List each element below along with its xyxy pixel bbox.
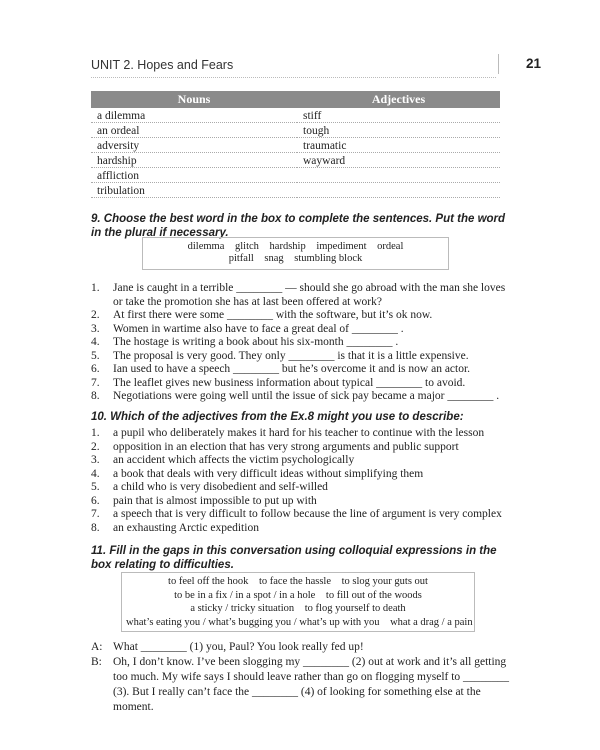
item-number: 7.: [91, 376, 100, 389]
ex11-instruction: 11. Fill in the gaps in this conversation using colloquial expressions in the box relating to difficulties.: [91, 545, 497, 571]
table-row: [91, 168, 500, 183]
expression-item: to face the hassle: [258, 576, 331, 587]
word-item: pitfall: [228, 253, 254, 264]
item-text: an accident which affects the victim psychologically: [113, 454, 355, 466]
expression-item: to be in a fix / in a spot / in a hole: [174, 589, 316, 601]
item-number: 8.: [91, 521, 100, 534]
word-item: stumbling block: [294, 253, 363, 264]
item-number: 4.: [91, 467, 100, 480]
speaker-label: B:: [91, 656, 102, 668]
word-item: hardship: [269, 241, 306, 252]
item-number: 3.: [91, 322, 100, 335]
item-number: 3.: [91, 454, 100, 466]
list-item: [91, 350, 511, 364]
list-item: [91, 495, 511, 509]
word-item: glitch: [234, 241, 259, 252]
word-box-line: [143, 241, 448, 252]
expression-box-line: [122, 602, 474, 616]
item-text: Negotiations were going well until the issue of sick pay became a major ________ .: [113, 390, 500, 402]
expression-item: to slog your guts out: [341, 576, 428, 587]
page-header: [91, 58, 541, 80]
item-number: 1.: [91, 282, 100, 294]
list-item: [91, 377, 511, 391]
item-text: a pupil who deliberately makes it hard for his teacher to continue with the lesson: [113, 427, 485, 439]
vocab-table: [91, 91, 500, 198]
noun-cell: affliction: [91, 168, 297, 183]
dialogue-text: Oh, I don’t know. I’ve been slogging my ________ (2) out at work and it’s all getting too much. My wife says I should leave rather than go on flogging myself to ________ (3). But I really can’t face the ________ (4) of looking for something else at the moment.: [113, 656, 510, 713]
list-item: [91, 309, 511, 323]
list-item: [91, 390, 511, 404]
list-item: [91, 468, 511, 482]
noun-cell: a dilemma: [91, 108, 297, 123]
dialogue-line: [91, 655, 511, 715]
ex9-instruction: 9. Choose the best word in the box to complete the sentences. Put the word in the plural if necessary.: [91, 213, 506, 239]
expression-item: what’s eating you / what’s bugging you / what’s up with you: [126, 616, 380, 628]
header-divider: [498, 54, 499, 74]
ex10-instruction: 10. Which of the adjectives from the Ex.8 might you use to describe:: [91, 411, 464, 423]
list-item: [91, 282, 511, 309]
word-item: dilemma: [187, 241, 225, 252]
word-box-line: [143, 253, 448, 264]
unit-title: UNIT 2. Hopes and Fears: [91, 58, 234, 72]
table-row: [91, 123, 500, 138]
table-row: [91, 183, 500, 198]
list-item: [91, 427, 511, 441]
list-item: [91, 323, 511, 337]
table-row: [91, 108, 500, 123]
item-text: Ian used to have a speech ________ but he’s overcome it and is now an actor.: [113, 363, 471, 375]
ex11-expression-box: [121, 572, 475, 632]
adjective-cell: traumatic: [297, 138, 500, 153]
item-number: 7.: [91, 508, 100, 520]
dialogue-text: What ________ (1) you, Paul? You look really fed up!: [113, 641, 364, 653]
noun-cell: hardship: [91, 153, 297, 168]
expression-item: a sticky / tricky situation: [190, 603, 295, 614]
noun-cell: adversity: [91, 138, 297, 153]
item-text: pain that is almost impossible to put up with: [113, 494, 317, 507]
ex9-list: [91, 282, 511, 404]
item-text: a child who is very disobedient and self-willed: [113, 481, 328, 493]
ex9-word-box: [142, 237, 449, 270]
list-item: [91, 508, 511, 522]
table-row: [91, 138, 500, 153]
adjectives-header: Adjectives: [297, 91, 500, 108]
item-number: 2.: [91, 309, 100, 321]
list-item: [91, 481, 511, 495]
expression-box-line: [122, 616, 474, 630]
item-text: The hostage is writing a book about his six-month ________ .: [113, 336, 399, 348]
list-item: [91, 454, 511, 468]
expression-item: to feel off the hook: [168, 576, 249, 587]
item-text: Women in wartime also have to face a great deal of ________ .: [113, 322, 404, 335]
adjective-cell: [297, 168, 500, 183]
item-text: At first there were some ________ with the software, but it’s ok now.: [113, 309, 433, 321]
item-number: 4.: [91, 336, 100, 348]
word-item: ordeal: [377, 241, 404, 252]
expression-item: what a drag / a pain: [390, 616, 473, 628]
expression-box-line: [122, 589, 474, 603]
word-item: snag: [264, 253, 284, 264]
ex11-dialogue: [91, 640, 511, 715]
item-text: a speech that is very difficult to follow because the line of argument is very complex: [113, 508, 502, 520]
item-text: opposition in an election that has very strong arguments and public support: [113, 440, 459, 453]
noun-cell: tribulation: [91, 183, 297, 198]
item-number: 2.: [91, 440, 100, 453]
item-number: 6.: [91, 494, 100, 507]
adjective-cell: [297, 183, 500, 198]
item-text: The leaflet gives new business information about typical ________ to avoid.: [113, 376, 466, 389]
dialogue-line: [91, 640, 511, 655]
item-number: 8.: [91, 390, 100, 402]
item-number: 1.: [91, 427, 100, 439]
adjective-cell: stiff: [297, 108, 500, 123]
item-number: 5.: [91, 481, 100, 493]
item-number: 6.: [91, 363, 100, 375]
list-item: [91, 522, 511, 536]
expression-box-line: [122, 575, 474, 589]
item-text: an exhausting Arctic expedition: [113, 521, 259, 534]
word-item: impediment: [316, 241, 367, 252]
header-rule: [91, 77, 496, 78]
list-item: [91, 363, 511, 377]
vocab-header-row: [91, 91, 500, 108]
item-number: 5.: [91, 349, 100, 362]
table-row: [91, 153, 500, 168]
item-text: Jane is caught in a terrible ________ — should she go abroad with the man she loves or take the promotion she has at last been offered at work?: [113, 282, 506, 308]
item-text: a book that deals with very difficult ideas without simplifying them: [113, 467, 424, 480]
expression-item: to flog yourself to death: [304, 603, 406, 614]
speaker-label: A:: [91, 641, 103, 653]
adjective-cell: wayward: [297, 153, 500, 168]
ex10-list: [91, 427, 511, 535]
expression-item: to fill out of the woods: [325, 589, 422, 601]
item-text: The proposal is very good. They only ________ is that it is a little expensive.: [113, 349, 469, 362]
list-item: [91, 336, 511, 350]
noun-cell: an ordeal: [91, 123, 297, 138]
page-number: 21: [525, 56, 541, 71]
adjective-cell: tough: [297, 123, 500, 138]
nouns-header: Nouns: [91, 91, 297, 108]
list-item: [91, 441, 511, 455]
